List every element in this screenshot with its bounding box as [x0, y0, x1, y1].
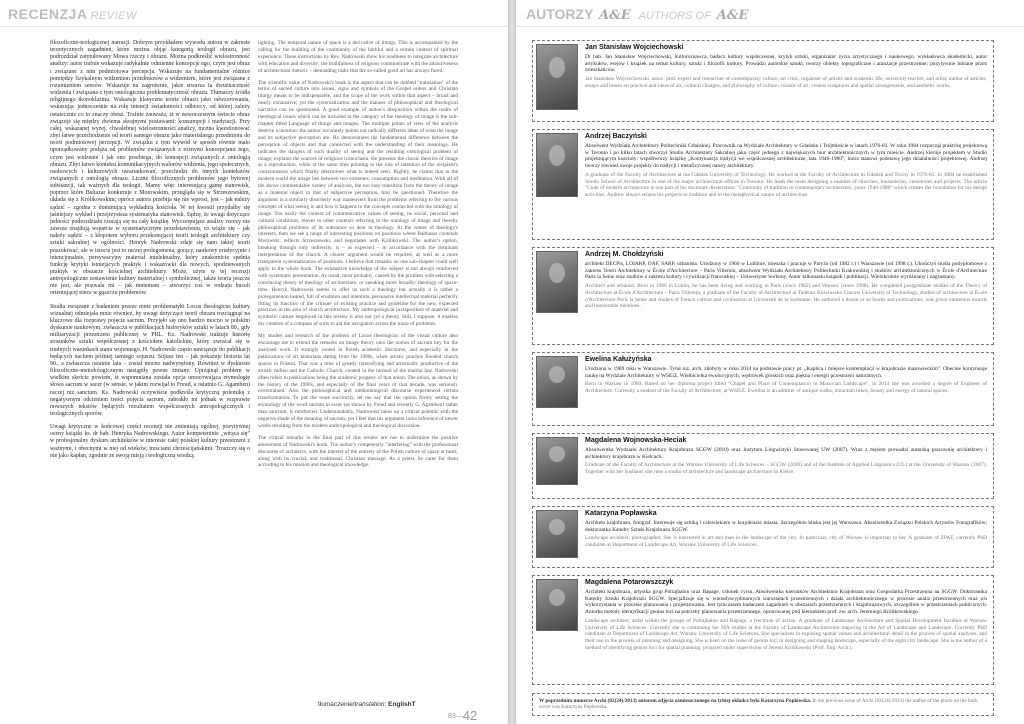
- cover-note-pl: W poprzednim numerze Archi (02(24)/2013) autorem zdjęcia zamieszczonego na tylnej okładce była Katarzyna Popławska.: [539, 698, 812, 704]
- author-bio-en: Landscape architect, artist within the groups of Potrajbalon and Bapage, a (rec)man of action. A graduate of Landscape Architecture and Spatial Development faculties at Warsaw University of Life Sciences. Currently she is continuing her MA studies at the Faculty of Landscape Architecture majoring in the Art of Landscape and Landscape. Currently PhD candidate at Department of Landscape Art, Warsaw University of Life Sciences. She specializes in exposing spatial values and architectural detail in the process of spatial analyses, and their use in the process of planning and designing. She is keen on the issue of genius loci in designing and shaping landscape, especially of the eight city landscape. She is the author of a method of identifying genius loci for spatial planning, prepared under supervision of Jeremi Królikowski (Prof. Eng. Arch.).: [585, 617, 987, 651]
- author-bio: [532, 575, 994, 685]
- author-bio-en: A graduate of the Faculty of Architecture at the Gdańsk University of Technology. He worked at the Faculty of Architecture in Gdańsk and Tricity in 1976-83. In 1984 he established Studio School of Architecture in one of the major architectural offices in Toronto. He leads the team designing a number of churches, monasteries, cemeteries and projects. The article "Code of modern architecture is one part of his doctorate dissertation: "Continuity of tradition in contemporary architecture, years 1940-1980" which creates the foundation for his design activities. Andrew always relates his projects to tradition and to the metaphysical nature of architecture.: [585, 171, 987, 198]
- author-bio-en: Jan Stanisław Wojciechowski, assoc. prof. expert and researcher of contemporary culture, art critic, organiser of artistic and academic life, university teacher, and artist; author of articles, essays and books on practice and ideas of art, cultural changes, and philosophy of culture; curator of art, creates sculptures and spatial arrangements, and aesthetic works.: [585, 76, 987, 89]
- author-name: Andrzej M. Chołdzyński: [585, 251, 664, 258]
- translation-label-en: translation:: [354, 701, 387, 708]
- author-photo: [536, 510, 578, 558]
- author-text: [585, 589, 987, 651]
- polish-column: [50, 40, 250, 466]
- author-name: Ewelina Kałużyńska: [585, 356, 652, 363]
- author-bio-pl: Urodzona w 1989 roku w Warszawie. Tytuł inż. arch. zdobyty w roku 2014 na podstawie pracy pt. „Kaplica i miejsce kontemplacji w krajobrazie mazowieckim”. Obecnie kontynuuje naukę na Wydziale Architektury w WSEiZ. Wielbicielka ewolucyjnych, wędrówek górskich oraz piękna i energii przestrzeni naturalnych.: [585, 366, 987, 379]
- section-subtitle: REVIEW: [90, 10, 137, 22]
- author-name: Jan Stanisław Wojciechowski: [585, 44, 684, 51]
- author-photo: [536, 437, 578, 485]
- author-name: Magdalena Potarowszczyk: [585, 579, 674, 586]
- author-photo: [536, 133, 578, 197]
- author-bio-pl: Architekt krajobrazu, fotograf. Interesuje się sztuką i człowiekiem w krajobrazie miasta. Szczególnie bliska jest jej Warszawa. Absolwentka Związku Polskich Artystów Fotografików; doktorantka Katedry Sztuki Krajobrazu SGGW.: [585, 520, 987, 533]
- author-text: [585, 447, 987, 476]
- section-subtitle: AUTHORS OF: [638, 10, 711, 22]
- author-name: Magdalena Wojnowska-Heciak: [585, 437, 687, 444]
- translation-label: tłumaczenie/: [318, 701, 355, 708]
- header-rule: [0, 26, 508, 27]
- right-page: [516, 0, 1024, 724]
- author-text: [585, 261, 987, 310]
- author-bio: [532, 506, 994, 568]
- section-header: [526, 6, 748, 23]
- author-bio-pl: architekt DECPis, LOIARP, OAF, SARP, urbanista. Urodzony w 1960 w Lublinie, mieszka i pracuje w Paryżu (od 1982 r.) i Warszawie (od 1998 r.). Ukończył studia podyplomowe z zakresu Teorii Architektury w École d'Architecture – Paris Villemin, absolwent Wydziału Architektury Politechniki Krakowskiej i studiów architektonicznych w École d'Architecture Paris la Seine oraz studiów z zakresu kultury i cywilizacji francuskiej – Uniwersytet Sorbony. Autor kilkunastu książek i publikacji. Wielokrotnie wyróżniany i nagradzany.: [585, 261, 987, 281]
- cover-note-en: In the previous issue of Archi (02(24)/2013) the author of the photo on the back cover was Katarzyna Popławska.: [539, 698, 978, 711]
- author-bio: [532, 352, 994, 426]
- author-bio-pl: Dr hab. Jan Stanisław Wojciechowski, kulturoznawca, badacz kultury współczesnej, krytyk sztuki, organizator życia artystycznego i naukowego, wykładowca akademicki, autor artykułów, esejów i książek na temat kultury, sztuki i filozofii kultury. Prowadzi autorskie sztuki, tworzy obiekty topograficzne i aranżacje przestrzenne; pozytywnie lubiane przez mieszkańców.: [585, 54, 987, 74]
- page-number-prefix: 83—: [448, 713, 463, 721]
- english-paragraph: My studies and research of the problem of Locus theologicus of the visual culture also encourage me to extend the remarks on image theory onto the notion of sacrum key for the analysed work. It strongly rooted in Polish academic discourse, and especially in the publications of art historians dating from the 1980s, when artistic practice flooded church spaces in Poland. That was a time of greatly intensifying and artistically productive of the artistic milieu and the Catholic Church, created in the turmoil of the martial law. Nadrowski often refers to publications being the academic progeny of that union. The union, as shown by the history of the 1990s, and especially of the final years of that decade, was seriously overstrained. Also the philosophical and methodological discourse experienced certain transformation. To put the issue succinctly, let me say that the option firmly setting the etymology of the word sacrum in sacer (as shown by Freud and recently G. Agamben) rather than sanctum, is reinforced. Understandably, Nadrowski takes up a critical polemic with the negative shade of the meaning of sacrum, yet I feel that his argument lacks reference of newer works resulting from the modern anthropological and theological discussion.: [258, 333, 458, 429]
- author-text: [585, 143, 987, 199]
- journal-logo-small: A&E: [716, 8, 749, 23]
- english-paragraph: The critical remarks in the final part of this review are not to undermine the positive assessment of Nadrowski's book. The author's competently "interfering" with the professional discourse of architects, with the interest of the entirety of the Polish culture of space at heart, along with its crucial, and traditional, Christian message. As a priest, he cares for them according to his mission and theological knowledge.: [258, 434, 458, 469]
- author-bio: [532, 40, 994, 122]
- english-paragraph: The scientific value of Nadrowski's book is the aspect that can be dubbed "translation" of the terms of sacred culture into issues, signs and symbols of the Gospel orders and Christian liturgy meant to be indispensable, and the scope of the work within that aspect – broad and nearly exhaustive; yet the systematization and the manner of philosophical and theological narrative can be questioned. A good example of author's disquisition within the realm of theological issues which can be included in the category of the theology of image is the sub-chapter titled Language of things and images. The multiple points of view of the analysis deserve a mention: the author accurately points out radically different ideas of what the image and its subjective perception are. He demonstrates the fundamental difference between the perception of objects and that connected with the understanding of their meanings. He indicates the dangers of such duality of seeing and the resulting ontological problem of image; explains the sources of religious iconoclasm. He presents the classic theories of image as a reproduction, while at the same time pointing to the role of intention of the recipient's consciousness which finally determines what is indeed seen. Rightly, he claims that in the modern world the image lies between two extremes: consumption and meditation. With all of the above commendable variety of analyses, the too easy transition from the theory of image as a material object to that of subjective perception, may be questioned. Therefore the argument in a similarly disorderly way maneuvers from the problems referring to the various concepts of what seeing is and how it happens to the concepts connected with the ontology of image. Too easily the context of communicative values of seeing, its social, personal and cultural conditions, moves to other contexts referring to the ontology of image and thereby philosophical problems of its substance so dear to theology. At the centre of theology's interests, then we see a range of interesting positions on positions where Balthasar contends Morawski, reflects Strzeszewski, and negotiates with Królikowski. The author's option, breaking through only indirectly, is – as expected – in accordance with the dominant interpretation of the church. A clearer argument would be required, as well as a more transparent systematization of positions. I believe that remarks on one sub-chapter could well apply to the whole book. The exhaustive knowledge of the subject is not always reinforced with systematic presentation. As usual, most probably, caused by the problem with selecting a convincing theory of theology of architecture, or speaking more broadly: theology of space-time. Henryk Nadrowski seems to offer us such a theology but actually it is rather a prolegomenon heated, full of erudition and intention, persuasive intellectual material perfectly fitting its function of the critique of existing practice and guideline for the new, expected practices in the area of church architecture. My anthropological juxtaposition of material and symbolic culture employed in this review is also not yet a theory. Still, I suppose, it enables my creation of a compass of sorts to aid the navigation across the maze of problems.: [258, 79, 458, 328]
- header-rule: [516, 26, 1024, 27]
- cover-photo-note: [532, 693, 994, 716]
- author-bio-en: Landscape architect, photographer. She is interested in art and man in the landscape of the city. In particular, city of Warsaw is important to her. A graduate of ZPAF, currently PhD candidate at Department of Landscape Art, Warsaw University of Life Sciences.: [585, 535, 987, 549]
- translation-value: EnglishT: [388, 701, 416, 708]
- left-page: [0, 0, 508, 724]
- author-bio: [532, 247, 994, 345]
- polish-paragraph: Uwagi krytyczne w końcowej części recenzji nie zmieniają ogólnej, pozytywnej oceny książki ks. dr hab. Henryka Nadrowskiego. Autor kompetentnie „wtrąca się” w profesjonalny dyskurs architektów w interesie całej polskiej kultury przestrzeni z ważnymi, i obecnymi w niej od wieków, treściami chrześcijańskimi. Troszczy się o nie jako kapłan, zgodnie ze swoją misją i teologiczną wiedzą.: [50, 424, 250, 459]
- author-text: [585, 366, 987, 395]
- section-title: RECENZJA: [8, 6, 88, 22]
- polish-paragraph: Studia związane z badaniem przeze mnie problematyki Locus theologicus kultury wizualnej odmiejała mnie również, by uwagi dotyczące teorii obrazu rozciągnąć na kluczowe dla rozprawy pojęcie sacrum. Przyjęło się ono bardzo mocno w polskim dyskursie naukowym, zwłaszcza w publikacjach historyków sztuki w latach 80., gdy militaryzacji przestrzeni publicznej w PRL. Ks. Nadrowski traktuje historię stosunków sztuki współczesnej z kościołem katolickim, który zwracał się w trudnych warunkach stanu wojennego. H. Nadrowski często nawiązuje do publikacji będących nachem później tamtego sojuszu. Sojusz ten – jak pokazuje historia lat 90., a zwłaszcza ostatnie lata – został mocno nadwyrężony. Również w dyskursie filozoficzno-metodologicznym nastąpiły pewne zmiany. Uprzątnął problem w wielkim skrócie powiem, iż wspomniana została opcja umocowująca etymologię słowa sacrum w sacer (w sensie, w jakim rozwijał to Freud, a ostatnio G. Agamben) raczej niż sanctum. Ks. Nadrowski oczywiście podkreśla krytyczną polemikę z negatywnym odcieniem treści pojęcia sacrum, zabrakło mi jednak w rozprawie nowszych tekstów będących rezultatem współczesnych antropologicznych i teologicznych sporów.: [50, 303, 250, 417]
- author-photo: [536, 44, 578, 110]
- author-text: [585, 54, 987, 90]
- author-text: [585, 520, 987, 549]
- author-photo: [536, 579, 578, 631]
- author-photo: [536, 356, 578, 408]
- author-name: Katarzyna Popławska: [585, 510, 657, 517]
- author-bio-pl: Absolwent Wydziału Architektury Politechniki Gdańskiej. Pracownik na Wydziale Architektury w Gdańsku i Trójmieście w latach 1976-83. W roku 1984 rozpoczął praktykę projektową w Toronto i po kilku latach stworzył Studio Architektury Sakralnej jako część jednego z największych biur architektonicznych w tym mieście. Andrzej kieruje projektem w Studio projektującym kościoły: współtworzy książkę „Kontynuacja tradycji we współczesnej architekturze, lata 1940-1980”, która stanowi podstawę jego działalności projektowej. Andrzej tworzy również swoje projekty do tradycji i metafizycznej natury architektury.: [585, 143, 987, 170]
- journal-logo: A&E: [599, 8, 631, 23]
- page-number-value: 42: [462, 708, 478, 723]
- author-list: [532, 40, 994, 716]
- translation-credit: [318, 701, 416, 708]
- author-photo: [536, 251, 578, 313]
- author-bio-en: Graduate of the Faculty of Architecture at the Warsaw University of Life Sciences – SGGW (2010) and of the Institute of Applied Linguistics (UL) at the University of Warsaw (2007). Together with her husband, she runs a studio of architecture and landscape architecture in Kielce.: [585, 462, 987, 476]
- book-gutter: [508, 0, 516, 724]
- author-bio-en: Architect and urbanist. Born in 1960 in Lublin, he has been living and working in Paris (since 1982) and Warsaw (since 1998). He completed postgraduate studies of the Theory of Architecture at École d'Architecture – Paris Villemin, a graduate of the Faculty of Architecture at Tadeusz Kościuszko Cracow University of Technology, studies of architecture at École d'Architecture Paris la Seine and studies of French culture and civilisation at Université de la Sorbonne. He authored a dozen or so books and publications, was given numerous awards and honourable mentions.: [585, 283, 987, 310]
- polish-paragraph: filozoficzno-teologicznej narracji. Dobrym przykładem wywodu autora w zakresie teoretycznych zagadnień, które można objąć kategorią teologii obrazu, jest podrozdział zatytułowany Mowa rzeczy i obrazu. Można podkreślić wielostronność analizy: autor trafnie wskazuje radykalnie odmienne koncepcje ego, czym jest obraz i związane z nim podmiotowa percepcja. Wskazuje na fundamentalne różnice pomiędzy fizykalnym widzeniem przedmiotów a widzeniem, które jest związane z rozumieniem sensów. Wskazuje na zagrożenie, jakie stwarza ta dwuznaczność widzenia i związana z tym ontologiczna problematyczność obrazu. Tłumaczy źródła religijnego ikonoklazmu. Wskazuje klasyczne teorie obrazu jako odwzorowania, wskazując jednocześnie na rolę intencji świadomości odbiorcy, od której zależy ostatecznie co to znaczy obraz. Trafnie zauważa, iż w nowoczesnym świecie obraz związuje się między dwiema skrajnymi postawami: konsumpcji i medytacji. Przy całej, wskazanej wyżej, chwalebnej wielostronności analizy, można kwestionować zbyt łatwe przechodzenie od teorii samego obrazu jako materialnego przedmiotu do teorii podmiotowej percepcji. W związku z tym wywód w sposób równie mało uporządkowany podąża od problemów związanych z różnymi koncepcjami tego, czym jest widzenie i jak ono przebiega, do koncepcji związanych z ontologią obrazu. Zbyt łatwo kontekst komunikacyjnych walorów widzenia, jego społecznych, osobowych i kulturowych uwarunkowań, przechodzi do innych kontekstów związanych z ontologią obrazu. Liczne filozoficznych problemów jego bytowej substancji, tak ważnych dla teologii. Mamy więc interesującą gamę stanowisk, poprzez które Baltazar konkuruje z Morowskim, przegląda się w Strzeszewskim, układa się z Królikowskim; oprócz autora przebija się nie wprost, jest – jak należy sądzić – zgodna z dominującą wykładnią kościoła. W tej kwestii przydałby się jaśniejszy wykład i przejrzystsza systematyka stanowisk. Sądzę, że uwagi dotyczące jedności podrozdziału rzucają się na cały książkę. Wyczerpujące analizy rzeczy nie zawsze znajdują wsparcie w systematycznym przedstawieniu, co wiąże się – jak należy sądzić – z kłopotem wyboru przekonującej teorii teologii architektury czy sztuki sakralnej w ogólności. Henryk Nadrowski zdaje się nam takiej teorii poszukiwać, ale w istocie jest to raczej prolegomena, gorący, naukowy erudycyjnie i intencjonalnie, persywacyjny materiał intelektualny, który znakomicie spełnia funkcję krytyki istniejących praktyk i wskazówki dla nowych, spodziewanych praktyk w obszarze kościelnej architektury. Może, użyte w tej recenzji antropologiczne zestawienie kultury materialnej i symbolicznej, także teoria jeszcze nie jest, ale pozwala mi – jak mniemam – stworzyć coś w rodzaju busoli orientującej niece w gąszczu problemów.: [50, 40, 250, 297]
- section-title: AUTORZY: [526, 6, 594, 22]
- author-bio-en: Born in Warsaw in 1989. Based on her diploma project titled "Chapel and Place of Contemplation in Masovian Landscape", in 2014 she was awarded a degree of Engineer of Architecture. Currently a student of the Faculty of Architecture, at WSEiZ. Ewelina is an admirer of antique walks, mountain hikes, beauty and energy of natural spaces.: [585, 381, 987, 395]
- english-column: [258, 40, 458, 474]
- author-bio: [532, 433, 994, 499]
- author-name: Andrzej Baczyński: [585, 133, 647, 140]
- author-bio-pl: Absolwentka Wydziału Architektury Krajobrazu SGGW (2010) oraz Instytutu Lingwistyki Stosowanej UW (2007). Wraz z mężem prowadzi autorską pracownię architektury i architektury krajobrazu w Kielcach.: [585, 447, 987, 460]
- section-header: [8, 6, 137, 22]
- author-bio: [532, 129, 994, 240]
- english-paragraph: lighting. The temporal nature of space is a derivative of liturgy. This is accompanied by the calling for the building of the community of the faithful and a certain context of spiritual experience. These instructions by Rev. Nadrowski show his readiness to integrate architecture with education and diversity: the truthfulness of religious communicate with the attractiveness of architectural rhetoric – demanding tasks that the so-called good art has always faced.: [258, 40, 458, 74]
- author-bio-pl: Architekt krajobrazu, artystka grup Potrajbalon oraz Bapage, członek cyrsu. Absolwentka kierunków Architektura Krajobrazu oraz Gospodarka Przestrzenna na SGGW. Doktorantka Katedry Sztuki Krajobrazu SGGW. Specjalizuje się w wielodyscyplinarnych warsztatach przestrzennych i działa architektonicznego w procesie analiz przestrzennych oraz ich wykorzystania w procesie planowania i projektowania. Jest tymczasem badaczem zagadnień w obszarach przestrzennych i krajobrazowych, szczególnie w przestrzeniach publicznych. Autorka metody identyfikacji genius loci na potrzeby planowania przestrzennego, opracowanej pod kierunkiem prof. zw. arch. Jeremiego Królikowskiego.: [585, 589, 987, 616]
- page-number: [448, 708, 477, 723]
